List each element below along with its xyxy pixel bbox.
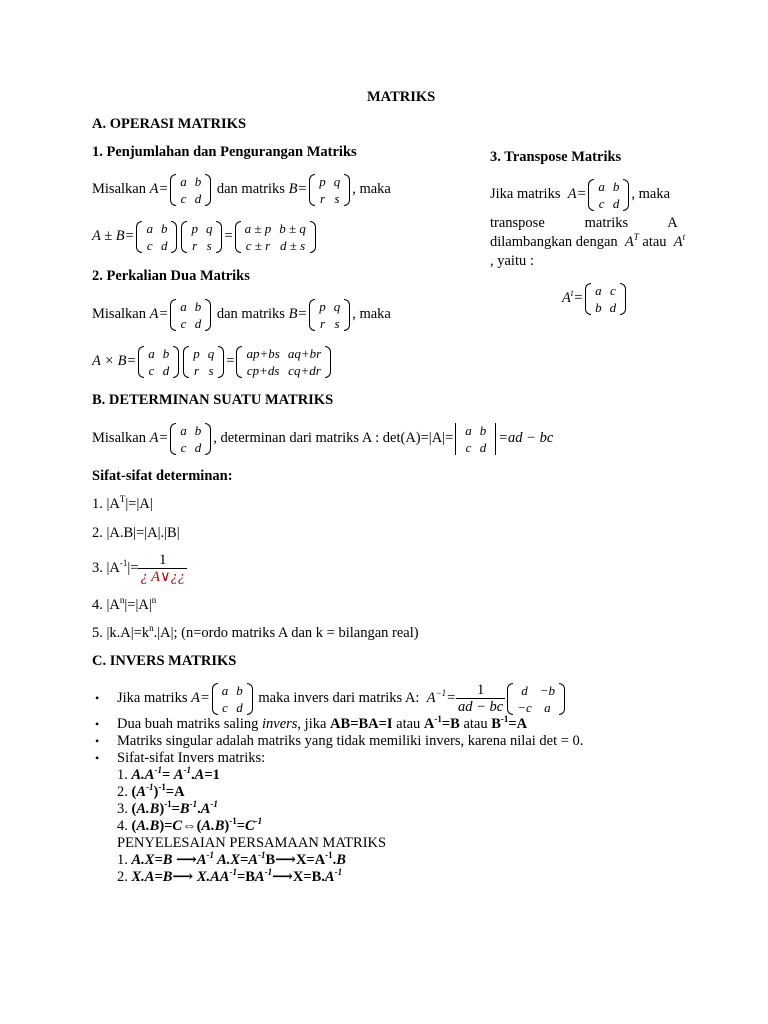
section-a-heading: A. OPERASI MATRIKS — [92, 116, 247, 132]
transpose-line1: Jika matriks A= a b c d , maka — [490, 178, 671, 211]
det-property-3: 3. $|A^{-1}|=$ $\frac{1}{¿ A\vee¿¿}$ — [92, 552, 186, 586]
list-item: • Dua buah matriks saling invers, jika AB=BA=I atau $A^{-1}=B$ atau $B^{-1}=A$ — [95, 714, 528, 732]
section-a-sub1: 1. Penjumlahan dan Pengurangan Matriks — [92, 144, 357, 160]
addition-formula: A ± B= a b c d p q r s = a ± p b ± q c ± r d ± s — [92, 218, 318, 254]
bullet-icon: • — [95, 717, 100, 731]
multiplication-definition: Misalkan A= a b c d dan matriks B= p q r s , maka — [92, 298, 391, 331]
transpose-yaitu: , yaitu : — [490, 253, 534, 269]
det-property-5: 5. $|k.A|=k^n.|A|$; (n=ordo matriks A dan k = bilangan real) — [92, 623, 419, 641]
determinant-definition: Misalkan A= a b c d , determinan dari matriks A : det(A)=|A|= a b c d =ad − bc — [92, 422, 554, 455]
section-a-sub2: 2. Perkalian Dua Matriks — [92, 268, 250, 284]
bullet-icon: • — [95, 691, 100, 705]
list-item: • Matriks singular adalah matriks yang tidak memiliki invers, karena nilai det = 0. — [95, 733, 584, 749]
matrix-a: a b c d — [170, 173, 211, 207]
transpose-line2: transpose matriks A — [490, 215, 678, 231]
inverse-list — [95, 680, 584, 886]
bullet-icon: • — [95, 734, 100, 748]
det-property-1: 1. $|A^T|=|A|$ — [92, 494, 153, 512]
section-c-heading: C. INVERS MATRIKS — [92, 653, 237, 669]
section-b-heading: B. DETERMINAN SUATU MATRIKS — [92, 392, 334, 408]
matrix-b: p q r s — [309, 173, 350, 207]
page-title: MATRIKS — [367, 89, 436, 105]
list-item: • Sifat-sifat Invers matriks: 1. $A.A^{-1}= A^{-1}.A=1$ 2. $(A^{-1})^{-1}=A$ 3. $(A.B)^{-1}=B^{-1}.A^{-1}$ 4. $(A.B)=C\Leftrightarrow(A.B)^{-1}=C^{-1}$ PENYELESAIAN PERSAMAAN MATRIKS 1. A.X=B $⟶A^{-1}$ $A.X=A^{-1}B⟶X=A^{-1}.B$ 2. X.A=B⟶ $X.AA^{-1}=BA^{-1}⟶X=B.A^{-1}$ — [95, 750, 387, 885]
transpose-formula: $A^t=$ a c b d — [562, 280, 628, 316]
multiplication-formula: A × B= a b c d p q r s = ap+bs aq+br cp+ds cq+dr — [92, 343, 333, 379]
determinant-properties-heading: Sifat-sifat determinan: — [92, 468, 233, 484]
det-property-4: 4. $|A^n|=|A|^n$ — [92, 595, 157, 613]
det-property-2: 2. |A.B|=|A|.|B| — [92, 525, 180, 541]
addition-definition: Misalkan A= a b c d dan matriks B= p q r s , maka — [92, 173, 391, 206]
transpose-line3: dilambangkan dengan $A^T$ atau $A^t$ — [490, 232, 686, 250]
list-item: • Jika matriks A= a b c d maka invers dari matriks A: $A^{-1}=$ $\frac{1}{ad - bc}$ d −b −c a — [117, 680, 583, 716]
bullet-icon: • — [95, 751, 100, 765]
transpose-heading: 3. Transpose Matriks — [490, 149, 622, 165]
